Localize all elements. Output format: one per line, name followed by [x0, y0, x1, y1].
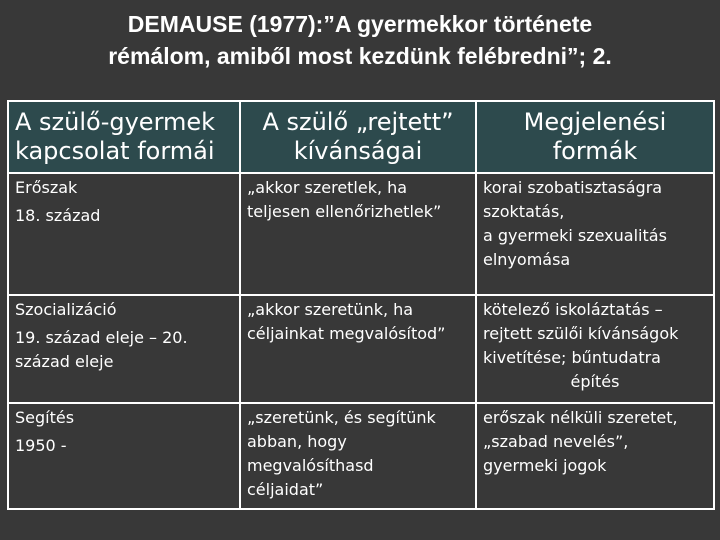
slide-title-line-1: DEMAUSE (1977):”A gyermekkor története	[127, 11, 593, 37]
cell-form: Szocializáció 19. század eleje – 20. század eleje	[8, 295, 240, 403]
cell-wish: „szeretünk, és segítünk abban, hogy megvalósíthasd céljaidat”	[240, 403, 476, 509]
table-row	[8, 173, 714, 295]
table-header-row	[8, 101, 714, 173]
table-row	[8, 295, 714, 403]
header-manifestations: Megjelenési formák	[476, 101, 714, 173]
cell-wish: „akkor szeretlek, ha teljesen ellenőrizhetlek”	[240, 173, 476, 295]
cell-manifestation: kötelező iskoláztatás – rejtett szülői kívánságok kivetítése; bűntudatra építés	[476, 295, 714, 403]
cell-manifestation: erőszak nélküli szeretet, „szabad nevelés”, gyermeki jogok	[476, 403, 714, 509]
cell-manifestation: korai szobatisztaságra szoktatás, a gyermeki szexualitás elnyomása	[476, 173, 714, 295]
header-hidden-wishes: A szülő „rejtett” kívánságai	[240, 101, 476, 173]
slide-title-line-2: rémálom, amiből most kezdünk felébredni”; 2.	[108, 43, 612, 69]
header-forms: A szülő-gyermek kapcsolat formái	[8, 101, 240, 173]
cell-form: Segítés 1950 -	[8, 403, 240, 509]
cell-form: Erőszak 18. század	[8, 173, 240, 295]
comparison-table	[7, 100, 715, 510]
slide-title	[0, 8, 720, 72]
cell-wish: „akkor szeretünk, ha céljainkat megvalósítod”	[240, 295, 476, 403]
table-row	[8, 403, 714, 509]
